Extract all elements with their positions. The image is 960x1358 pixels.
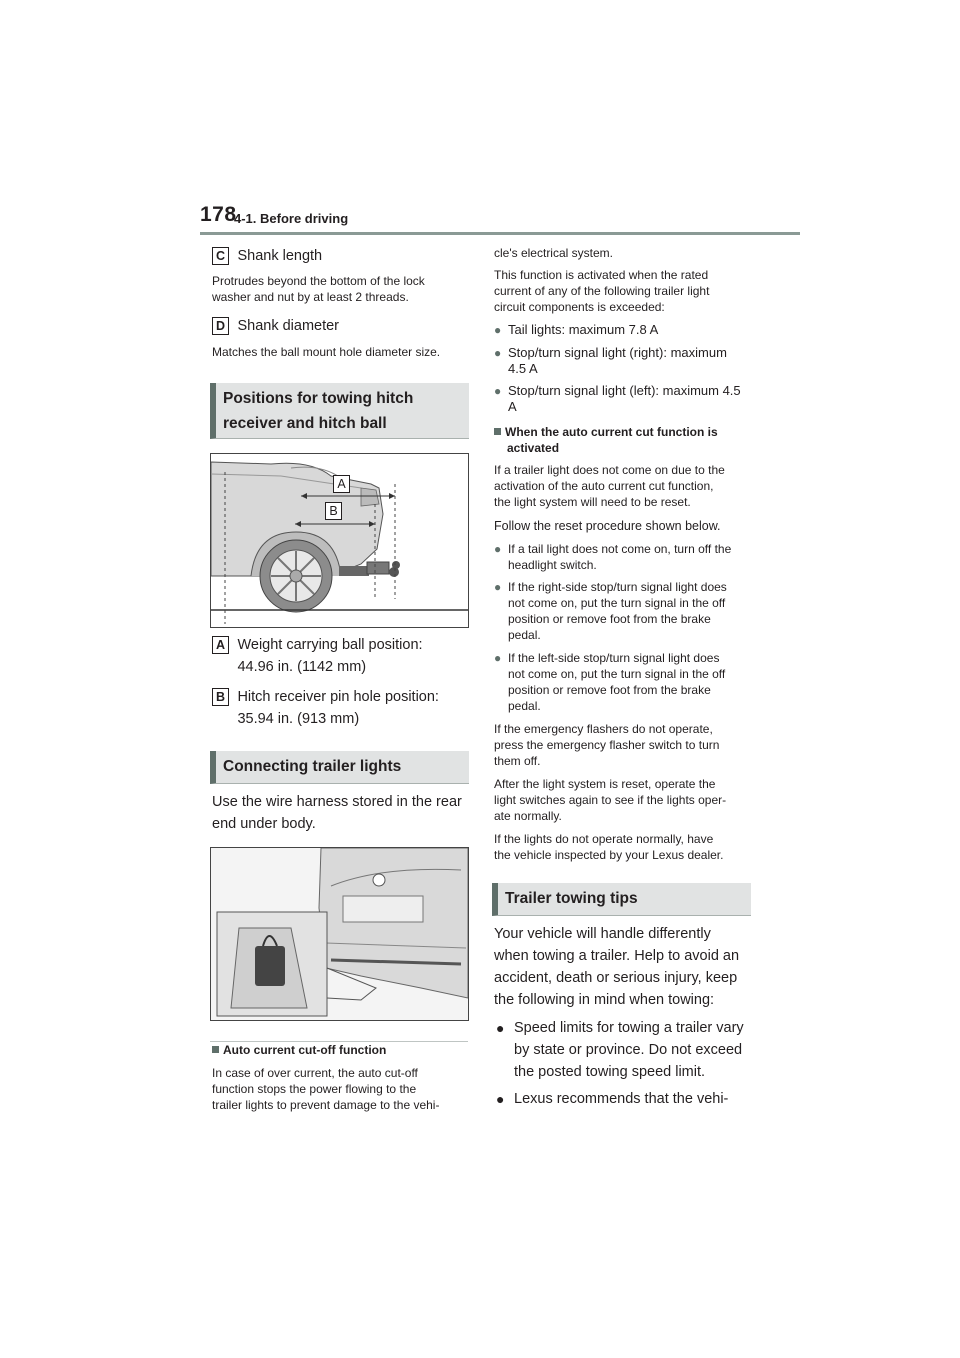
- bullet-icon: ●: [496, 1020, 505, 1036]
- activated-paragraph: [494, 267, 709, 315]
- pin-hole-label: Hitch receiver pin hole position:: [237, 689, 439, 705]
- paragraph-line: the following in mind when towing:: [494, 992, 715, 1008]
- step-line: pedal.: [508, 628, 541, 642]
- reset-paragraph: [494, 462, 725, 510]
- paragraph-line: activation of the auto current cut function,: [494, 479, 714, 493]
- vehicle-rear-underbody-illustration: [211, 848, 468, 1020]
- tip-line: the posted towing speed limit.: [514, 1064, 706, 1080]
- paragraph-line: This function is activated when the rated: [494, 268, 709, 282]
- step-item: [494, 650, 725, 714]
- paragraph-line: Your vehicle will handle differently: [494, 926, 711, 942]
- heading-tips: Trailer towing tips: [492, 883, 751, 916]
- label-a: A: [212, 636, 229, 654]
- tip-line: Lexus recommends that the vehi-: [514, 1091, 729, 1107]
- limit-item: [494, 322, 658, 338]
- tips-paragraph: [494, 923, 739, 1011]
- paragraph-line: ate normally.: [494, 809, 562, 823]
- desc-line: washer and nut by at least 2 threads.: [212, 290, 409, 304]
- heading-line: When the auto current cut function is: [505, 425, 718, 439]
- item-b: [212, 688, 439, 730]
- limit-line: Tail lights: maximum 7.8 A: [508, 322, 659, 337]
- item-a: [212, 636, 423, 678]
- dealer-paragraph: [494, 831, 723, 863]
- paragraph-line: Use the wire harness stored in the rear: [212, 794, 462, 810]
- paragraph-line: If a trailer light does not come on due to the: [494, 463, 725, 477]
- page-number: 178: [200, 203, 237, 226]
- section-title: 4-1. Before driving: [234, 211, 349, 226]
- ball-position-label: Weight carrying ball position:: [237, 637, 423, 653]
- square-bullet-icon: [212, 1046, 219, 1053]
- paragraph-line: the vehicle inspected by your Lexus dealer.: [494, 848, 724, 862]
- shank-diameter-title: Shank diameter: [237, 318, 340, 334]
- pin-hole-value: 35.94 in. (913 mm): [237, 711, 360, 727]
- callout-b: B: [325, 502, 342, 520]
- shank-length-title: Shank length: [237, 248, 323, 264]
- limit-line: 4.5 A: [508, 361, 538, 376]
- paragraph-line: function stops the power flowing to the: [212, 1082, 417, 1096]
- wire-harness-figure: [210, 847, 469, 1021]
- step-line: position or remove foot from the brake: [508, 683, 711, 697]
- item-d: [212, 317, 339, 335]
- bullet-icon: ●: [494, 346, 502, 360]
- step-line: not come on, put the turn signal in the off: [508, 596, 726, 610]
- label-c: C: [212, 247, 229, 265]
- step-line: pedal.: [508, 699, 541, 713]
- paragraph-line: In case of over current, the auto cut-off: [212, 1066, 418, 1080]
- paragraph-line: current of any of the following trailer light: [494, 284, 710, 298]
- desc-line: Protrudes beyond the bottom of the lock: [212, 274, 425, 288]
- paragraph-line: the light system will need to be reset.: [494, 495, 691, 509]
- label-b: B: [212, 688, 229, 706]
- heading-line: receiver and hitch ball: [223, 415, 387, 432]
- paragraph-line: trailer lights to prevent damage to the vehi-: [212, 1098, 440, 1112]
- paragraph-line: light switches again to see if the lights oper-: [494, 793, 727, 807]
- heading-line: Positions for towing hitch: [223, 390, 414, 407]
- callout-a: A: [333, 475, 350, 493]
- paragraph-line: accident, death or serious injury, keep: [494, 970, 738, 986]
- when-activated-heading: [494, 424, 718, 456]
- follow-line: Follow the reset procedure shown below.: [494, 519, 721, 533]
- step-item: [494, 541, 731, 573]
- header-rule: [200, 232, 800, 235]
- connect-paragraph: [212, 791, 462, 835]
- tip-item: [494, 1088, 728, 1110]
- paragraph-line: press the emergency flasher switch to turn: [494, 738, 720, 752]
- label-d: D: [212, 317, 229, 335]
- tip-line: by state or province. Do not exceed: [514, 1042, 743, 1058]
- square-bullet-icon: [494, 428, 501, 435]
- bullet-icon: ●: [494, 323, 502, 337]
- step-line: not come on, put the turn signal in the off: [508, 667, 726, 681]
- paragraph-line: If the lights do not operate normally, have: [494, 832, 714, 846]
- paragraph-line: when towing a trailer. Help to avoid an: [494, 948, 740, 964]
- bullet-icon: ●: [494, 542, 502, 556]
- heading-connecting: Connecting trailer lights: [210, 751, 469, 784]
- limit-line: Stop/turn signal light (left): maximum 4.5: [508, 383, 741, 398]
- hitch-position-figure: [210, 453, 469, 628]
- paragraph-line: them off.: [494, 754, 541, 768]
- shank-length-desc: [212, 273, 425, 305]
- limit-item: [494, 383, 741, 415]
- step-line: position or remove foot from the brake: [508, 612, 711, 626]
- auto-cut-title: Auto current cut-off function: [223, 1043, 387, 1057]
- heading-line: activated: [507, 441, 560, 455]
- ball-position-value: 44.96 in. (1142 mm): [237, 659, 367, 675]
- step-line: If a tail light does not come on, turn off the: [508, 542, 732, 556]
- after-paragraph: [494, 776, 726, 824]
- flashers-paragraph: [494, 721, 719, 769]
- limit-line: A: [508, 399, 517, 414]
- bullet-icon: ●: [496, 1091, 505, 1107]
- step-line: If the right-side stop/turn signal light does: [508, 580, 727, 594]
- tip-line: Speed limits for towing a trailer vary: [514, 1020, 744, 1036]
- tip-item: [494, 1017, 744, 1083]
- limit-item: [494, 345, 727, 377]
- limit-line: Stop/turn signal light (right): maximum: [508, 345, 727, 360]
- paragraph-line: circuit components is exceeded:: [494, 300, 665, 314]
- divider: [210, 1041, 468, 1042]
- step-line: If the left-side stop/turn signal light does: [508, 651, 720, 665]
- step-line: headlight switch.: [508, 558, 597, 572]
- auto-cut-heading: [212, 1043, 386, 1057]
- auto-cut-paragraph: [212, 1065, 439, 1113]
- step-item: [494, 579, 727, 643]
- bullet-icon: ●: [494, 580, 502, 594]
- paragraph-line: end under body.: [212, 816, 316, 832]
- item-c: [212, 247, 322, 265]
- paragraph-line: After the light system is reset, operate the: [494, 777, 716, 791]
- bullet-icon: ●: [494, 651, 502, 665]
- continuation-line: cle's electrical system.: [494, 246, 613, 260]
- bullet-icon: ●: [494, 384, 502, 398]
- paragraph-line: If the emergency flashers do not operate,: [494, 722, 713, 736]
- shank-diameter-desc: Matches the ball mount hole diameter size.: [212, 345, 441, 359]
- heading-positions: [210, 383, 469, 439]
